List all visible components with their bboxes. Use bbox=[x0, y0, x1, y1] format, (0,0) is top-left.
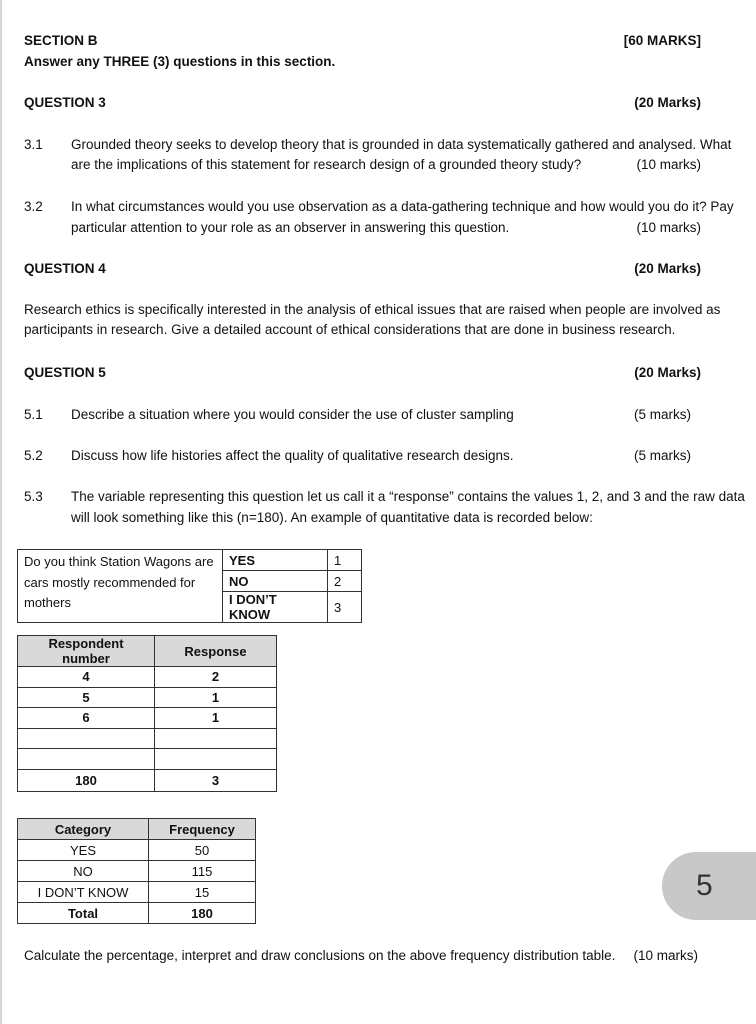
raw-cell: 5 bbox=[18, 687, 155, 708]
coding-label: YES bbox=[223, 550, 328, 571]
coding-question-cell bbox=[18, 550, 223, 623]
coding-question-line: Do you think Station Wagons are bbox=[24, 554, 214, 569]
page-edge bbox=[0, 0, 2, 1024]
question-4-line2: participants in research. Give a detailed account of ethical considerations that are done in business research. bbox=[24, 322, 676, 337]
freq-table-header-row bbox=[18, 819, 256, 840]
raw-cell bbox=[155, 749, 277, 770]
question-3-marks: (20 Marks) bbox=[634, 95, 701, 110]
raw-cell bbox=[18, 749, 155, 770]
freq-total-value: 180 bbox=[149, 903, 256, 924]
question-5-2-marks: (5 marks) bbox=[634, 448, 691, 463]
section-title: SECTION B bbox=[24, 33, 98, 48]
question-3-title: QUESTION 3 bbox=[24, 95, 106, 110]
page-number: 5 bbox=[696, 869, 713, 902]
raw-cell: 6 bbox=[18, 708, 155, 729]
table-row bbox=[18, 667, 277, 688]
final-question-marks: (10 marks) bbox=[633, 948, 698, 963]
freq-total-row bbox=[18, 903, 256, 924]
page-number-tab bbox=[662, 852, 756, 920]
raw-cell: 180 bbox=[18, 769, 155, 791]
coding-table bbox=[17, 549, 362, 623]
question-3-2-line1: In what circumstances would you use observation as a data-gathering technique and how would you do it? Pay bbox=[71, 199, 734, 214]
raw-header-respondent: Respondent number bbox=[18, 636, 155, 667]
question-3-2-line2: particular attention to your role as an observer in answering this question. bbox=[71, 220, 510, 235]
freq-total-label: Total bbox=[18, 903, 149, 924]
question-5-2-number: 5.2 bbox=[24, 448, 43, 463]
raw-cell bbox=[155, 728, 277, 749]
table-row bbox=[18, 840, 256, 861]
question-4-line1: Research ethics is specifically interested in the analysis of ethical issues that are raised when people are involved as bbox=[24, 302, 721, 317]
freq-category: NO bbox=[18, 861, 149, 882]
freq-header-category: Category bbox=[18, 819, 149, 840]
freq-value: 50 bbox=[149, 840, 256, 861]
raw-cell: 4 bbox=[18, 667, 155, 688]
question-5-3-number: 5.3 bbox=[24, 489, 43, 504]
coding-question-line: mothers bbox=[24, 595, 71, 610]
table-row bbox=[18, 882, 256, 903]
question-5-marks: (20 Marks) bbox=[634, 365, 701, 380]
final-question-text: Calculate the percentage, interpret and draw conclusions on the above frequency distribution table. bbox=[24, 948, 616, 963]
raw-cell: 3 bbox=[155, 769, 277, 791]
raw-header-response: Response bbox=[155, 636, 277, 667]
raw-cell bbox=[18, 728, 155, 749]
coding-table-row bbox=[18, 550, 362, 571]
freq-category: YES bbox=[18, 840, 149, 861]
question-3-2-number: 3.2 bbox=[24, 199, 43, 214]
raw-cell: 2 bbox=[155, 667, 277, 688]
question-3-1-line1: Grounded theory seeks to develop theory that is grounded in data systematically gathered and analysed. What bbox=[71, 137, 732, 152]
table-row bbox=[18, 687, 277, 708]
raw-cell: 1 bbox=[155, 708, 277, 729]
question-5-3-line2: will look something like this (n=180). An example of quantitative data is recorded below: bbox=[71, 510, 593, 525]
coding-code: 2 bbox=[328, 571, 362, 592]
question-4-marks: (20 Marks) bbox=[634, 261, 701, 276]
coding-code: 3 bbox=[328, 592, 362, 623]
question-3-2-marks: (10 marks) bbox=[636, 220, 701, 235]
question-5-title: QUESTION 5 bbox=[24, 365, 106, 380]
freq-value: 115 bbox=[149, 861, 256, 882]
raw-table-header-row bbox=[18, 636, 277, 667]
coding-code: 1 bbox=[328, 550, 362, 571]
freq-header-frequency: Frequency bbox=[149, 819, 256, 840]
coding-question-line: cars mostly recommended for bbox=[24, 574, 196, 590]
table-row bbox=[18, 861, 256, 882]
table-row bbox=[18, 708, 277, 729]
table-row bbox=[18, 749, 277, 770]
frequency-table bbox=[17, 818, 256, 924]
table-row bbox=[18, 728, 277, 749]
freq-value: 15 bbox=[149, 882, 256, 903]
coding-label: I DON’T KNOW bbox=[223, 592, 328, 623]
question-3-1-number: 3.1 bbox=[24, 137, 43, 152]
raw-cell: 1 bbox=[155, 687, 277, 708]
section-marks: [60 MARKS] bbox=[623, 33, 701, 48]
question-5-3-line1: The variable representing this question let us call it a “response” contains the values 1, 2, and 3 and the raw data bbox=[71, 489, 745, 504]
question-4-title: QUESTION 4 bbox=[24, 261, 106, 276]
freq-category: I DON’T KNOW bbox=[18, 882, 149, 903]
raw-response-table bbox=[17, 635, 277, 792]
section-instruction: Answer any THREE (3) questions in this section. bbox=[24, 54, 336, 69]
question-3-1-marks: (10 marks) bbox=[636, 157, 701, 172]
question-5-1-number: 5.1 bbox=[24, 407, 43, 422]
question-5-2-text: Discuss how life histories affect the quality of qualitative research designs. bbox=[71, 448, 514, 463]
question-5-1-marks: (5 marks) bbox=[634, 407, 691, 422]
question-3-1-line2: are the implications of this statement for research design of a grounded theory study? bbox=[71, 157, 582, 172]
coding-label: NO bbox=[223, 571, 328, 592]
question-5-1-text: Describe a situation where you would consider the use of cluster sampling bbox=[71, 407, 514, 422]
table-row bbox=[18, 769, 277, 791]
